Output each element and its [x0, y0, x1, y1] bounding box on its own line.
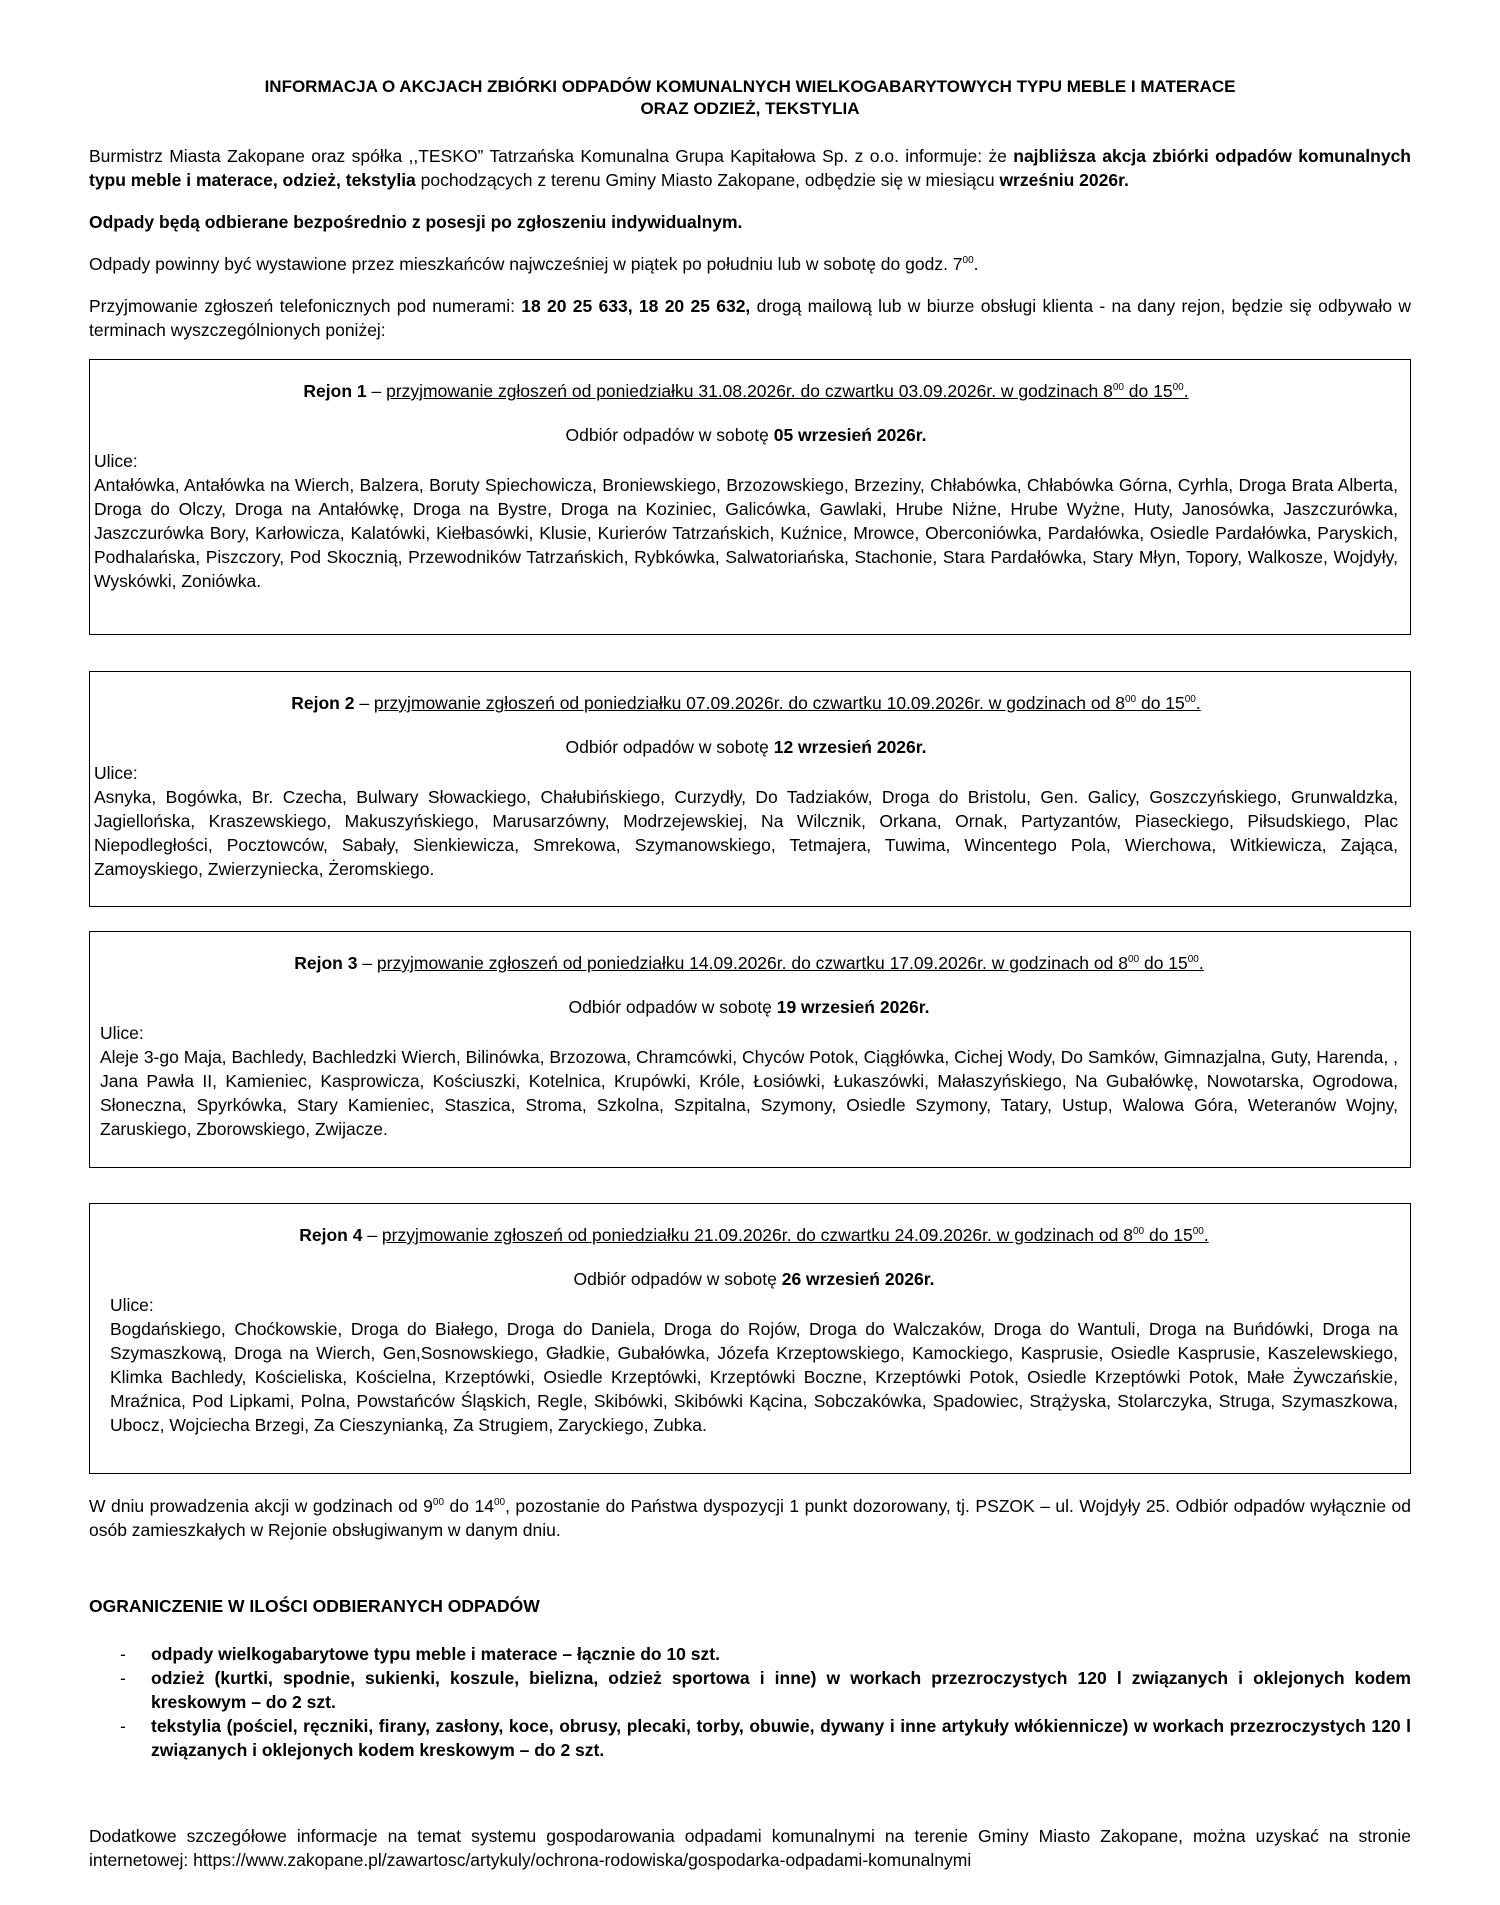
streets-list: Antałówka, Antałówka na Wierch, Balzera, Boruty Spiechowicza, Broniewskiego, Brzozowskiego, Brzeziny, Chłabówka, Chłabówka Górna, Cyrhla, Droga Brata Alberta, Droga do Olczy, Droga na Antałówkę, Droga na Bystre, Droga na Koziniec, Galicówka, Gawlaki, Hrube Niżne, Hrube Wyżne, Huty, Janosówka, Jaszczurówka, Jaszczurówka Bory, Karłowicza, Kalatówki, Kiełbasówki, Klusie, Kurierów Tatrzańskich, Kuźnice, Mrowce, Oberconiówka, Pardałówka, Osiedle Pardałówka, Paryskich, Podhalańska, Piszczory, Pod Skocznią, Przewodników Tatrzańskich, Rybkówka, Salwatoriańska, Stachonie, Stara Pardałówka, Stary Młyn, Topory, Walkosze, Wojdyły, Wyskówki, Zoniówka. [94, 475, 1398, 591]
pszok-paragraph [89, 1494, 1411, 1542]
region-pickup [94, 423, 1398, 447]
limit-item [89, 1642, 1411, 1666]
pickup-prefix: Odbiór odpadów w sobotę [565, 737, 774, 757]
region-dash: – [357, 953, 377, 973]
list-dash: - [120, 1644, 126, 1664]
region-dash: – [354, 693, 374, 713]
region-dash: – [362, 1225, 382, 1245]
schedule-sup-1: 00 [1124, 694, 1137, 705]
pickup-date: 12 wrzesień 2026r. [773, 737, 927, 757]
limit-text: odzież (kurtki, spodnie, sukienki, koszule, bielizna, odzież sportowa i inne) w workach przezroczystych 120 l związanych i oklejonych kodem kreskowym – do 2 szt. [151, 1668, 1411, 1712]
region-schedule [377, 953, 1204, 973]
schedule-sup-2: 00 [1184, 694, 1196, 705]
pszok-sup-1: 00 [432, 1497, 445, 1508]
pickup-date: 19 wrzesień 2026r. [776, 997, 930, 1017]
schedule-text: przyjmowanie zgłoszeń od poniedziałku 31.08.2026r. do czwartku 03.09.2026r. w godzinach 8 [386, 381, 1113, 401]
pickup-note [89, 210, 1411, 234]
region-box-3 [89, 931, 1411, 1168]
title-line-2: ORAZ ODZIEŻ, TEKSTYLIA [640, 99, 860, 118]
phones-paragraph [89, 294, 1411, 342]
footer-info: Dodatkowe szczegółowe informacje na temat systemu gospodarowania odpadami komunalnymi na terenie Gminy Miasto Zakopane, można uzyskać na stronie internetowej: https://www.zakopane.pl/zawartosc/artykuly/ochrona-rodowiska/gospodarka-odpadami-komunalnymi [89, 1826, 1411, 1870]
placement-paragraph [89, 252, 1411, 276]
limit-item [89, 1666, 1411, 1714]
intro-bold-2: wrześniu 2026r. [999, 170, 1129, 190]
title-line-1: INFORMACJA O AKCJACH ZBIÓRKI ODPADÓW KOMUNALNYCH WIELKOGABARYTOWYCH TYPU MEBLE I MATERACE [264, 77, 1236, 96]
limit-item [89, 1714, 1411, 1762]
schedule-end: . [1203, 1225, 1209, 1245]
region-header [94, 360, 1398, 403]
document-title [89, 76, 1411, 120]
streets-label: Ulice: [94, 451, 138, 471]
region-pickup [110, 1267, 1398, 1291]
region-dash: – [366, 381, 387, 401]
region-header [94, 672, 1398, 715]
schedule-sup-1: 00 [1132, 1226, 1145, 1237]
schedule-sup-2: 00 [1187, 954, 1199, 965]
pickup-date: 05 wrzesień 2026r. [773, 425, 927, 445]
placement-sup: 00 [962, 255, 974, 266]
list-dash: - [120, 1716, 126, 1736]
schedule-to: do 15 [1139, 953, 1188, 973]
intro-text-1: Burmistrz Miasta Zakopane oraz spółka ,,TESKO” Tatrzańska Komunalna Grupa Kapitałowa Sp. z o.o. informuje: że [89, 146, 1014, 166]
streets-label: Ulice: [94, 763, 138, 783]
pszok-sup-2: 00 [493, 1497, 506, 1508]
schedule-to: do 15 [1123, 381, 1173, 401]
schedule-sup-2: 00 [1192, 1226, 1204, 1237]
intro-bold-1: najbliższa akcja zbiórki odpadów komunalnych typu meble i materace, odzież, tekstylia [89, 146, 1411, 190]
pickup-date: 26 wrzesień 2026r. [781, 1269, 935, 1289]
schedule-end: . [1195, 693, 1201, 713]
schedule-sup-1: 00 [1127, 954, 1140, 965]
region-box-1 [89, 359, 1411, 635]
region-schedule [374, 693, 1201, 713]
region-pickup [94, 735, 1398, 759]
placement-end: . [973, 254, 979, 274]
limit-text: odpady wielkogabarytowe typu meble i materace – łącznie do 10 szt. [151, 1644, 720, 1664]
region-box-4 [89, 1203, 1411, 1474]
region-schedule [386, 381, 1189, 401]
phones-text-2: drogą mailową lub w biurze obsługi klienta - na dany rejon, będzie się odbywało w terminach wyszczególnionych poniżej: [89, 296, 1412, 340]
region-name: Rejon 4 [299, 1225, 363, 1245]
limits-list [89, 1642, 1411, 1762]
region-header [110, 1204, 1398, 1247]
schedule-to: do 15 [1144, 1225, 1193, 1245]
list-dash: - [120, 1668, 126, 1688]
region-schedule [382, 1225, 1209, 1245]
streets-list: Asnyka, Bogówka, Br. Czecha, Bulwary Słowackiego, Chałubińskiego, Curzydły, Do Tadziaków, Droga do Bristolu, Gen. Galicy, Goszczyńskiego, Grunwaldzka, Jagiellońska, Kraszewskiego, Makuszyńskiego, Marusarzówny, Modrzejewskiej, Na Wilcznik, Orkana, Ornak, Partyzantów, Piaseckiego, Piłsudskiego, Plac Niepodległości, Pocztowców, Sabały, Sienkiewicza, Smrekowa, Szymanowskiego, Tetmajera, Tuwima, Wincentego Pola, Wierchowa, Witkiewicza, Zająca, Zamoyskiego, Zwierzyniecka, Żeromskiego. [94, 787, 1398, 879]
schedule-to: do 15 [1136, 693, 1185, 713]
streets-list: Aleje 3-go Maja, Bachledy, Bachledzki Wierch, Bilinówka, Brzozowa, Chramcówki, Chyców Potok, Ciągłówka, Cichej Wody, Do Samków, Gimnazjalna, Guty, Harenda, , Jana Pawła II, Kamieniec, Kasprowicza, Kościuszki, Kotelnica, Krupówki, Króle, Łosiówki, Łukaszówki, Małaszyńskiego, Na Gubałówkę, Nowotarska, Ogrodowa, Słoneczna, Spyrkówka, Stary Kamieniec, Staszica, Stroma, Szkolna, Szpitalna, Szymony, Osiedle Szymony, Tatary, Ustup, Walowa Góra, Weteranów Wojny, Zaruskiego, Zborowskiego, Zwijacze. [100, 1047, 1398, 1139]
region-pickup [100, 995, 1398, 1019]
pickup-prefix: Odbiór odpadów w sobotę [565, 425, 774, 445]
streets-label: Ulice: [100, 1023, 144, 1043]
phones-numbers: 18 20 25 633, 18 20 25 632, [521, 296, 751, 316]
region-name: Rejon 2 [291, 693, 355, 713]
intro-paragraph [89, 144, 1411, 192]
streets-label: Ulice: [110, 1295, 154, 1315]
limits-heading: OGRANICZENIE W ILOŚCI ODBIERANYCH ODPADÓW [89, 1596, 540, 1616]
region-name: Rejon 3 [294, 953, 358, 973]
limit-text: tekstylia (pościel, ręczniki, firany, zasłony, koce, obrusy, plecaki, torby, obuwie, dywany i inne artykuły włókiennicze) w workach przezroczystych 120 l związanych i oklejonych kodem kreskowym – do 2 szt. [151, 1716, 1411, 1760]
schedule-text: przyjmowanie zgłoszeń od poniedziałku 14.09.2026r. do czwartku 17.09.2026r. w godzinach od 8 [376, 953, 1128, 973]
streets-list: Bogdańskiego, Choćkowskie, Droga do Białego, Droga do Daniela, Droga do Rojów, Droga do Walczaków, Droga do Wantuli, Droga na Buńdówki, Droga na Szymaszkową, Droga na Wierch, Gen,Sosnowskiego, Gładkie, Gubałówka, Józefa Krzeptowskiego, Kamockiego, Kasprusie, Osiedle Kasprusie, Kaszelewskiego, Klimka Bachledy, Kościeliska, Kościelna, Krzeptówki, Osiedle Krzeptówki, Krzeptówki Boczne, Krzeptówki Potok, Osiedle Krzeptówki Potok, Małe Żywczańskie, Mraźnica, Pod Lipkami, Polna, Powstańców Śląskich, Regle, Skibówki, Skibówki Kącina, Sobczakówka, Spadowiec, Strążyska, Stolarczyka, Struga, Szymaszkowa, Ubocz, Wojciecha Brzegi, Za Cieszynianką, Za Strugiem, Zaryckiego, Zubka. [110, 1319, 1398, 1435]
pszok-text-1: W dniu prowadzenia akcji w godzinach od 9 [89, 1496, 433, 1516]
schedule-sup-2: 00 [1172, 382, 1184, 393]
schedule-end: . [1183, 381, 1189, 401]
region-header [100, 932, 1398, 975]
region-box-2 [89, 671, 1411, 907]
schedule-sup-1: 00 [1112, 382, 1124, 393]
schedule-text: przyjmowanie zgłoszeń od poniedziałku 07.09.2026r. do czwartku 10.09.2026r. w godzinach od 8 [373, 693, 1125, 713]
intro-text-2: pochodzących z terenu Gminy Miasto Zakopane, odbędzie się w miesiącu [415, 170, 1000, 190]
pickup-prefix: Odbiór odpadów w sobotę [568, 997, 777, 1017]
pickup-prefix: Odbiór odpadów w sobotę [573, 1269, 782, 1289]
schedule-text: przyjmowanie zgłoszeń od poniedziałku 21.09.2026r. do czwartku 24.09.2026r. w godzinach od 8 [381, 1225, 1133, 1245]
schedule-end: . [1198, 953, 1204, 973]
phones-text-1: Przyjmowanie zgłoszeń telefonicznych pod numerami: [89, 296, 522, 316]
placement-text: Odpady powinny być wystawione przez mieszkańców najwcześniej w piątek po południu lub w sobotę do godz. 7 [89, 254, 963, 274]
pszok-text-2: do 14 [444, 1496, 494, 1516]
pszok-text-3: , pozostanie do Państwa dyspozycji 1 punkt dozorowany, tj. PSZOK – ul. Wojdyły 25. Odbiór odpadów wyłącznie od osób zamieszkałych w Rejonie obsługiwanym w danym dniu. [89, 1496, 1412, 1540]
document-page [89, 76, 1411, 1872]
region-name: Rejon 1 [303, 381, 367, 401]
pickup-note-text: Odpady będą odbierane bezpośrednio z posesji po zgłoszeniu indywidualnym. [89, 212, 743, 232]
